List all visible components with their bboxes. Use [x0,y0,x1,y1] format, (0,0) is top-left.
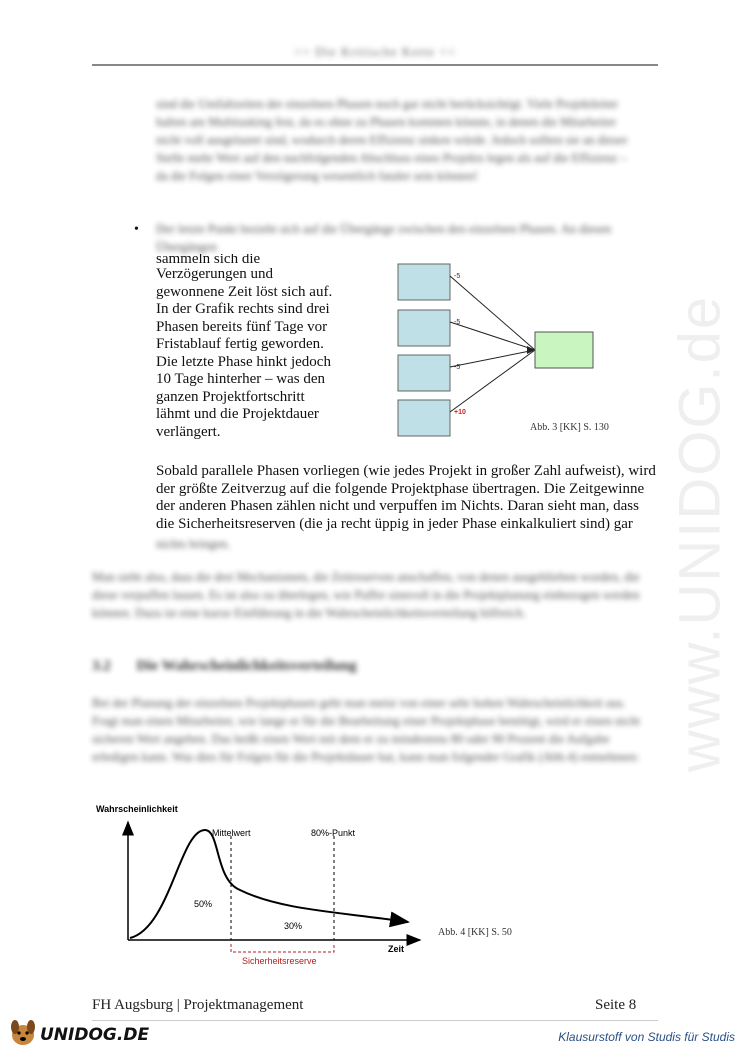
phase-arrow [450,350,535,367]
left-text-line: Verzögerungen und [156,266,274,282]
main-paragraph [156,463,656,533]
phase-arrow [450,276,535,350]
left-text-block [156,254,356,441]
footer-left: FH Augsburg | Projektmanagement [92,997,304,1013]
main-paragraph-line: die Sicherheitsreserven (die ja recht üppig in jeder Phase einkalkuliert sind) gar [156,515,633,532]
pct50-label: 50% [194,899,213,909]
figure3-caption: Abb. 3 [KK] S. 130 [530,422,609,433]
page-header: >> Die Kritische Kette << [294,44,456,59]
paragraph-blurred-4: Bei der Planung der einzelnen Projektphasen geht man meist von einer sehr hohen Wahrscheinlichkeit aus. Fragt man einen Mitarbeiter, wie lange er für die Bearbeitung einer Projektphase benötigt, wird er einen nicht sicheren Wert angeben. Das heißt einen Wert mit dem er zu mindestens 80 oder 90 Prozent die Aufgabe erledigen kann. Was dies für Folgen für die Projektdauer hat, kann man folgender Grafik (Abb.4) entnehmen: [92,696,640,764]
left-text-line: verlängert. [156,423,221,440]
footer-rule [92,1020,658,1021]
header-rule [92,64,658,66]
reserve-label: Sicherheitsreserve [242,956,317,966]
section-title: Die Wahrscheinlichkeitsverteilung [136,658,357,674]
left-text-line: Fristablauf fertig geworden. [156,336,324,352]
left-text-line: gewonnene Zeit löst sich auf. [156,283,333,300]
phase-diagram [395,258,655,443]
phase-box [398,400,450,436]
left-text-line: Die letzte Phase hinkt jedoch [156,353,331,370]
left-text-line: 10 Tage hinterher – was den [156,371,326,387]
watermark [650,280,750,773]
phase-arrow [450,350,535,412]
target-phase-box [535,332,593,368]
paragraph-blurred-3: Man sieht also, dass die drei Mechanismen, die Zeitreserven anschaffen, von denen ausgeblieben worden, die diese verpuffen lassen. Es ist also zu überlegen, wie Puffer sinnvoll in die Projektplanung einbezogen werden können. Dazu ist eine kurze Einführung in die Wahrscheinlichkeitsverteilung hilfreich. [92,570,640,620]
phase-box [398,310,450,346]
left-text-line: ganzen Projektfortschritt [156,388,305,405]
punkt80-label: 80%-Punkt [311,828,356,838]
paragraph-blurred-1: sind die Umfaltzeiten der einzelnen Phasen noch gar nicht berücksichtigt. Viele Projektleiter halten am Multitasking fest, da es ohne zu Phasen kommen könnte, in denen die Mitarbeiter nicht voll ausgelastet sind, wodurch deren Effizienz sinken würde. Jedoch sollten sie an dieser Stelle mehr Wert auf den nachfolgenden Abschluss eines Projekts legen als auf die Effizienz – da die Folgen einer Verzögerung wesentlich fataler sein können! [156,97,628,183]
section-number: 3.2 [92,658,111,674]
left-text-line: sammeln sich die [156,254,261,266]
phase-delta-label: -5 [454,319,461,326]
x-axis-label: Zeit [388,944,405,954]
left-text-line: Phasen bereits fünf Tage vor [156,318,328,335]
page-number: Seite 8 [595,997,637,1013]
phase-delta-label: -5 [454,364,461,371]
watermark-text: www.UNIDOG.de [667,294,733,773]
tagline: Klausurstoff von Studis für Studis [558,1030,735,1044]
bullet-intro: Der letzte Punkt bezieht sich auf die Übergänge zwischen den einzelnen Phasen. An diesen Übergängen [156,222,612,254]
phase-delta-label: +10 [454,409,466,416]
probability-chart [90,800,430,975]
left-text-line: lähmt und die Projektdauer [156,406,319,422]
phase-box [398,355,450,391]
section-heading [92,658,357,675]
mittelwert-label: Mittelwert [212,828,251,838]
reserve-bracket [231,944,334,952]
phase-delta-label: -5 [454,273,461,280]
figure4-caption: Abb. 4 [KK] S. 50 [438,927,512,938]
main-paragraph-line: der größte Zeitverzug auf die folgende Projektphase übertragen. Die Zeitgewinne [156,480,645,497]
unidog-logo[interactable] [8,1015,158,1053]
bullet-marker: • [134,222,139,237]
distribution-curve [130,830,408,938]
y-axis-label: Wahrscheinlichkeit [96,804,178,814]
logo-text: UNIDOG.DE [40,1025,150,1045]
main-paragraph-line: der anderen Phasen zählen nicht und verpuffen im Nichts. Daran sieht man, dass [156,498,639,514]
phase-arrow [450,322,535,350]
left-text-line: In der Grafik rechts sind drei [156,301,330,317]
phase-box [398,264,450,300]
dog-icon [8,1015,38,1049]
main-paragraph-tail: nichts bringen. [156,537,231,551]
main-paragraph-line: Sobald parallele Phasen vorliegen (wie jedes Projekt in großer Zahl aufweist), wird [156,463,656,479]
pct30-label: 30% [284,921,303,931]
